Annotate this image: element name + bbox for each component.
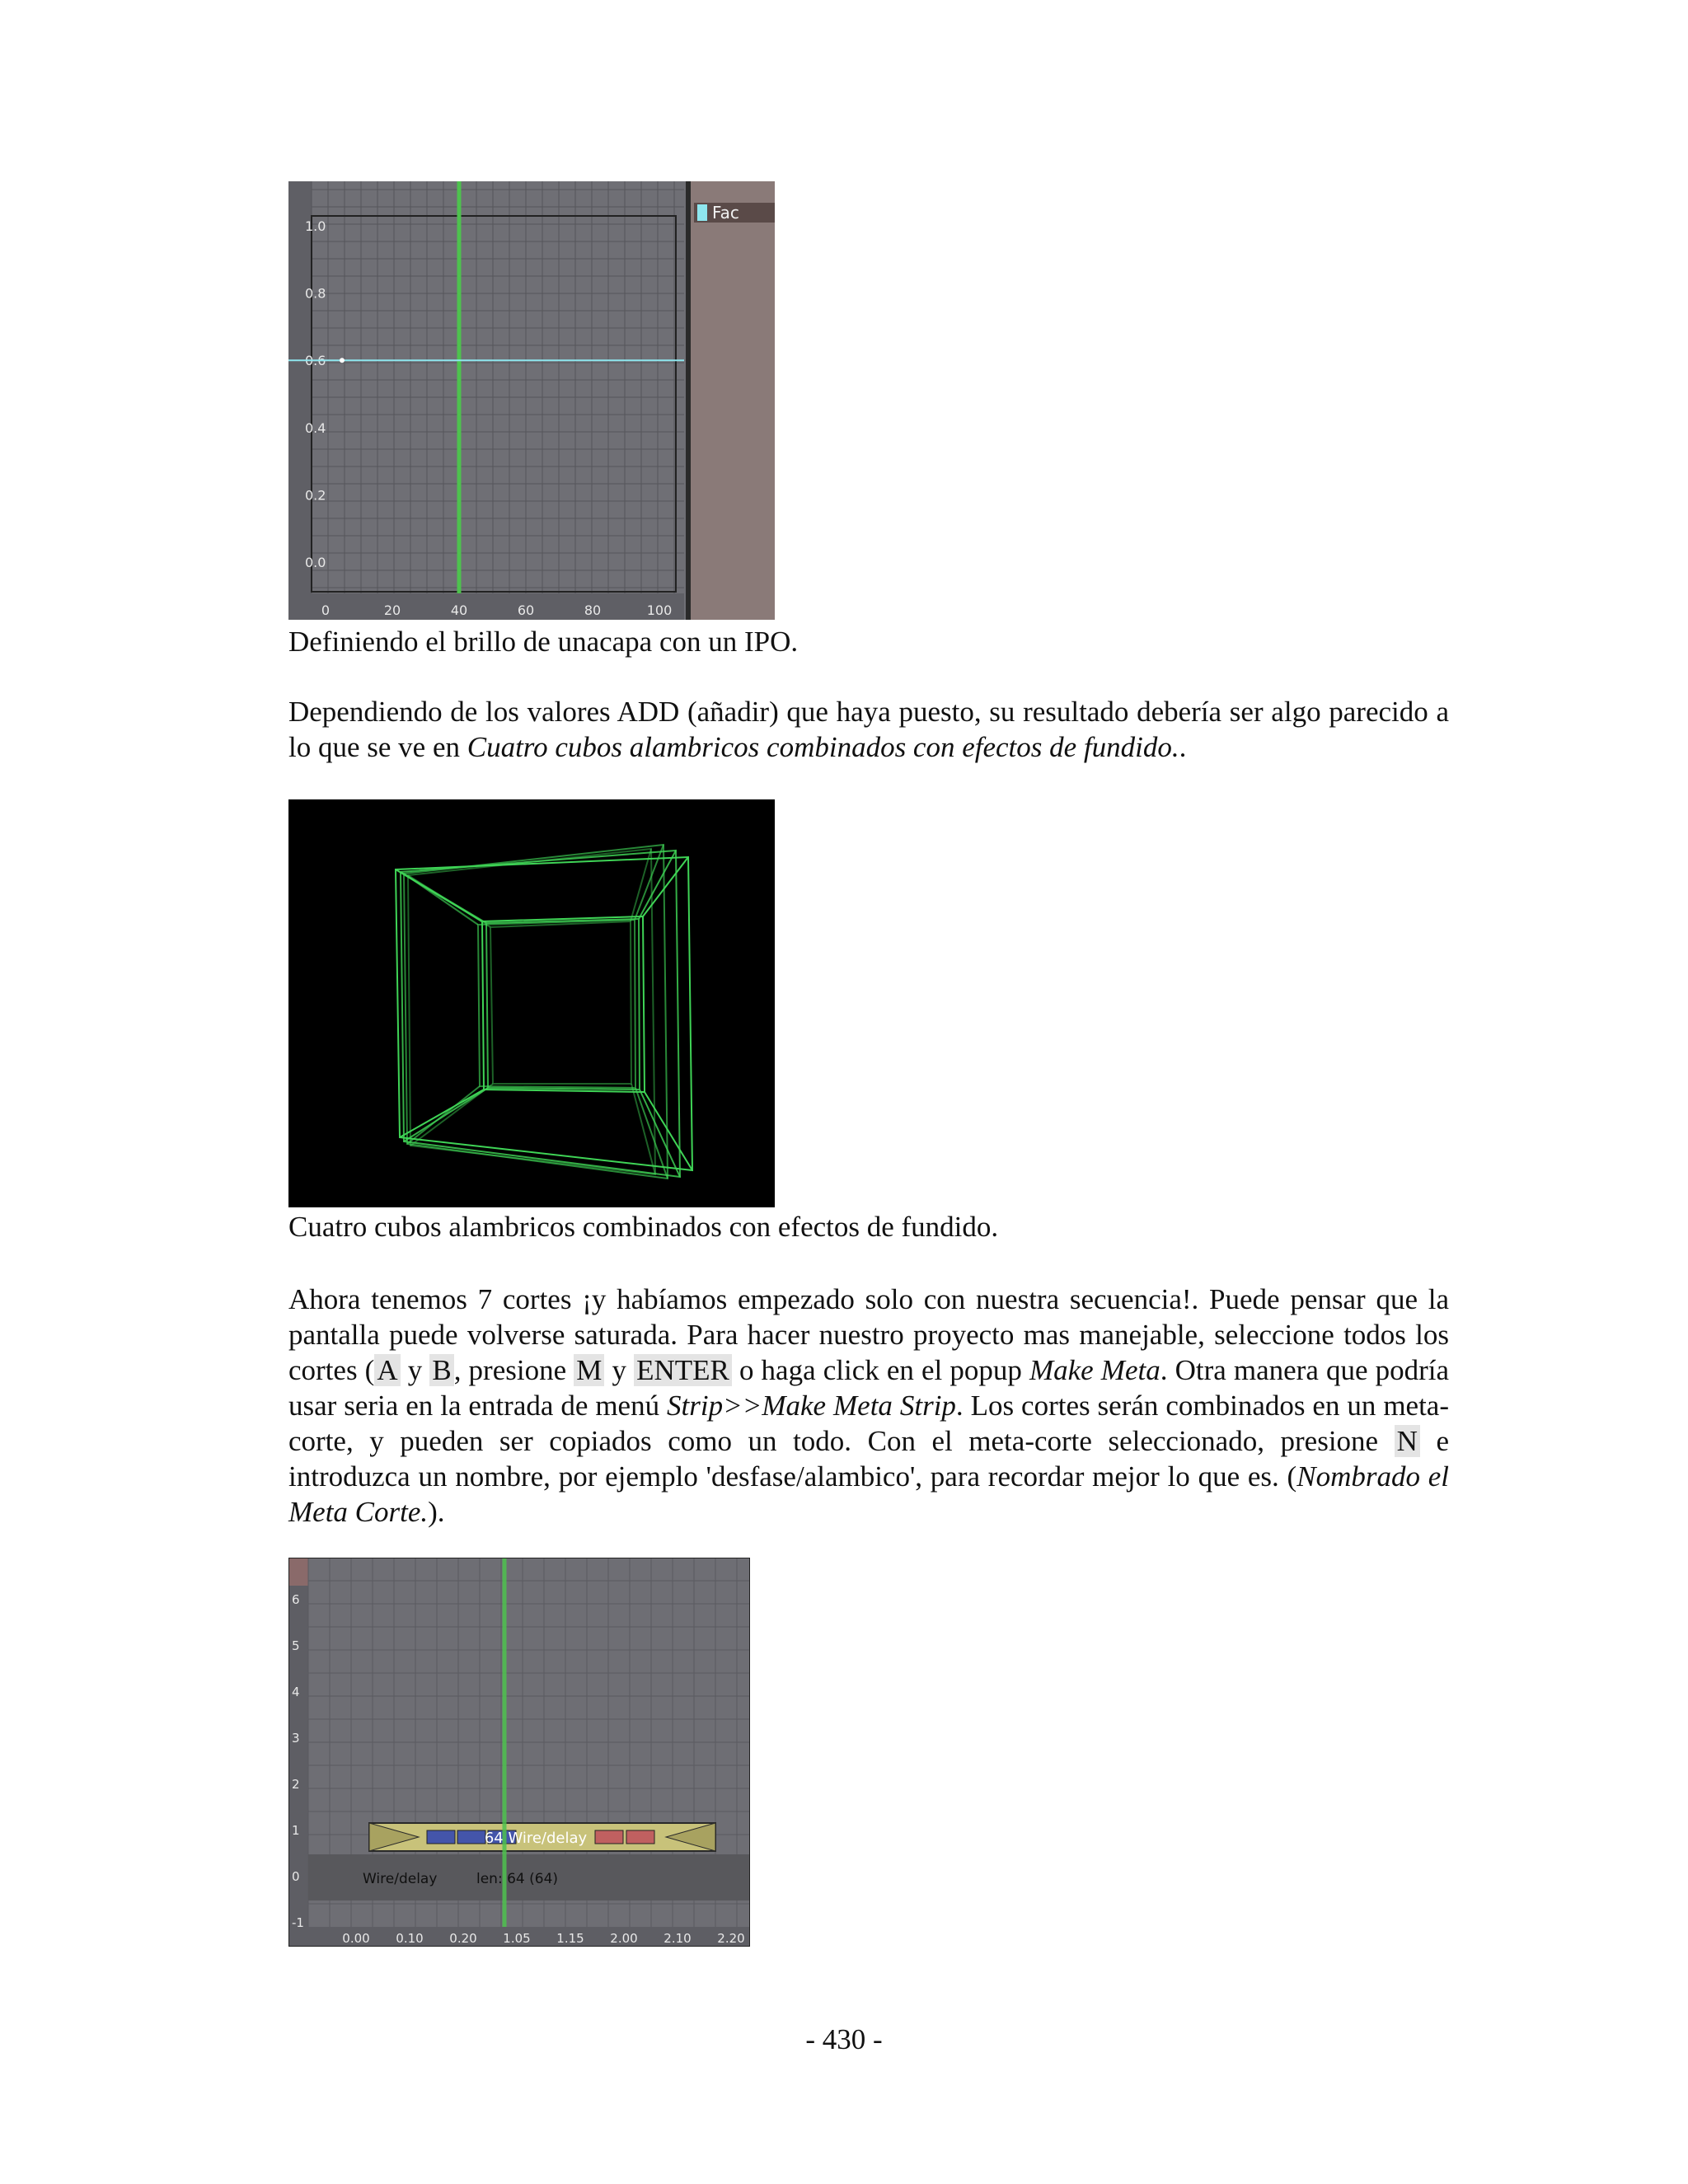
text-run: , presione: [453, 1354, 574, 1386]
channel-panel: [691, 181, 775, 620]
key-m: M: [574, 1354, 604, 1386]
text-run: ).: [428, 1496, 445, 1528]
ruler-corner: [288, 1558, 308, 1586]
time-tick-label: 1.05: [503, 1931, 531, 1946]
time-tick-label: 0.00: [342, 1931, 370, 1946]
sequencer-editor: [288, 1558, 750, 1947]
channel-number: 4: [292, 1685, 300, 1699]
text-run: y: [400, 1354, 430, 1386]
wireframe-cubes-render: [288, 799, 775, 1207]
time-tick-label: 1.15: [556, 1931, 584, 1946]
sub-strip-block: [457, 1830, 485, 1844]
channel-number: 0: [292, 1869, 300, 1884]
y-tick-label: 0.0: [305, 555, 326, 570]
sub-strip-block: [626, 1830, 654, 1844]
channel-number: 1: [292, 1823, 300, 1838]
text-run: e introduzca un nombre, por ejemplo 'desfase/alambico', para recordar mejor lo que es. (: [288, 1425, 1449, 1493]
menu-make-meta: Make Meta: [1029, 1354, 1160, 1386]
channel-number: 5: [292, 1638, 300, 1653]
wireframe-cubes-figure: [288, 799, 775, 1207]
ipo-curve-graph: [288, 181, 775, 620]
menu-strip-make-meta-strip: Strip>>Make Meta Strip: [667, 1390, 956, 1422]
figure-reference: Cuatro cubos alambricos combinados con efectos de fundido.: [467, 731, 1179, 763]
sub-strip-block: [427, 1830, 455, 1844]
render-background: [288, 799, 775, 1207]
time-tick-label: 2.00: [610, 1931, 638, 1946]
ipo-editor-figure: [288, 181, 775, 620]
channel-number: 6: [292, 1592, 300, 1607]
text-run: y: [604, 1354, 635, 1386]
meta-strip-label: 64 Wire/delay: [484, 1830, 588, 1847]
time-tick-label: 2.10: [663, 1931, 692, 1946]
text-run: . Otra manera que podría usar seria en la entrada de menú: [288, 1354, 1450, 1422]
x-tick-label: 20: [383, 602, 401, 618]
x-tick-label: 80: [584, 602, 602, 618]
figure-reference-meta: Nombrado el Meta Corte.: [288, 1460, 1449, 1528]
key-enter: ENTER: [634, 1354, 732, 1386]
x-ruler: [288, 593, 684, 620]
y-tick-label: 1.0: [305, 218, 326, 234]
x-tick-label: 60: [517, 602, 535, 618]
page-number: - 430 -: [805, 2023, 883, 2055]
paragraph-result-text: Dependiendo de los valores ADD (añadir) que haya puesto, su resultado debería ser algo parecido a lo que se ve en: [288, 696, 1449, 763]
text-run: o haga click en el popup: [731, 1354, 1029, 1386]
y-tick-label: 0.2: [305, 487, 326, 504]
figure-caption-ipo: Definiendo el brillo de unacapa con un IPO.: [288, 626, 799, 658]
time-tick-label: 0.10: [396, 1931, 424, 1946]
paragraph-meta-strip: [288, 1282, 1449, 1530]
channel-color-swatch: [697, 204, 707, 221]
figure-caption-cubes: Cuatro cubos alambricos combinados con efectos de fundido.: [288, 1211, 999, 1243]
key-a: A: [374, 1354, 400, 1386]
x-tick-label: 40: [450, 602, 468, 618]
x-tick-label: 100: [646, 602, 673, 618]
sub-strip-block: [595, 1830, 623, 1844]
key-b: B: [429, 1354, 453, 1386]
panel-divider: [686, 181, 691, 620]
text-run: . Los cortes serán combinados en un meta-corte, y pueden ser copiados como un todo. Con el meta-corte seleccionado, presione: [288, 1390, 1450, 1457]
channel-number: 2: [292, 1777, 300, 1792]
curve-keyframe-point: [340, 358, 345, 363]
y-tick-label: 0.8: [305, 285, 326, 302]
strip-info-length: len: 64 (64): [476, 1871, 559, 1887]
x-tick-label: 0: [321, 602, 331, 618]
y-tick-label: 0.4: [305, 419, 326, 436]
time-tick-label: 2.20: [717, 1931, 745, 1946]
paragraph-result: [288, 694, 1449, 765]
text-run: Ahora tenemos 7 cortes ¡y habíamos empezado solo con nuestra secuencia!. Puede pensar que la pantalla puede volverse saturada. Para hacer nuestro proyecto mas manejable, seleccione todos los cortes (: [288, 1283, 1449, 1386]
paragraph-result-end: .: [1179, 731, 1187, 763]
channel-number: 3: [292, 1731, 300, 1746]
time-tick-label: 0.20: [449, 1931, 477, 1946]
channel-label: Fac: [712, 203, 739, 223]
channel-ruler: [288, 1558, 308, 1947]
sequencer-figure: [288, 1558, 750, 1947]
strip-info-name: Wire/delay: [363, 1871, 438, 1887]
channel-number: -1: [292, 1915, 304, 1930]
y-tick-label: 0.6: [305, 353, 326, 369]
key-n: N: [1395, 1425, 1420, 1457]
